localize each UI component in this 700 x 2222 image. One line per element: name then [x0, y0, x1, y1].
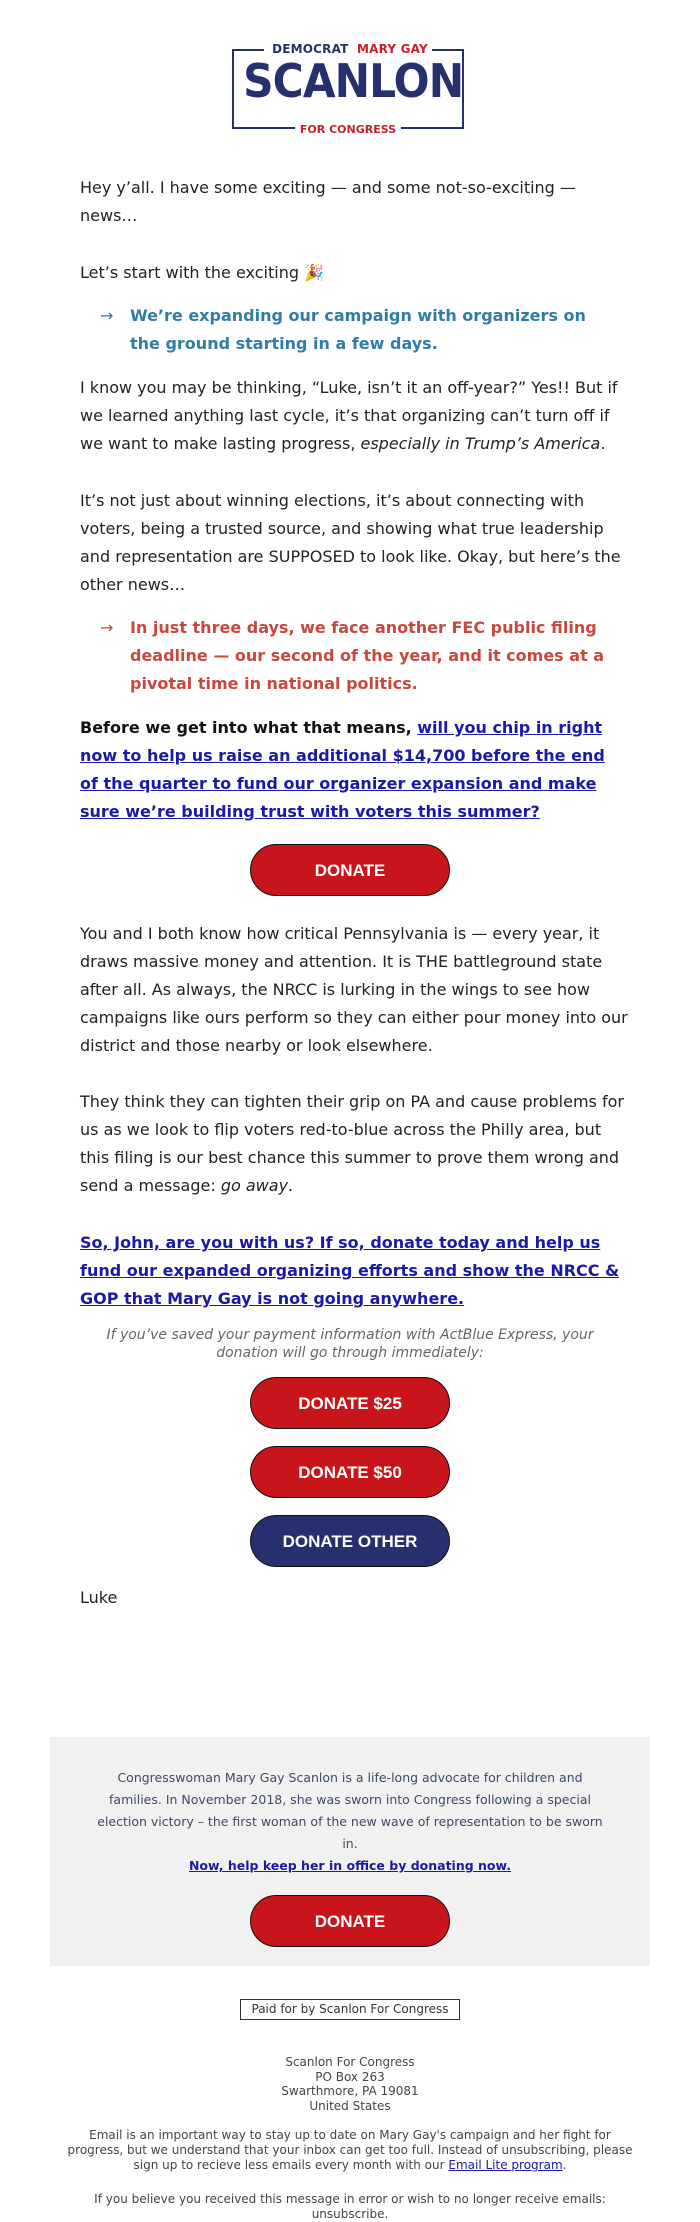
address-line: Scanlon For Congress [285, 2055, 415, 2069]
chip-in-ask: Before we get into what that means, will you chip in right now to help us raise an additional $14,700 before the end of the quarter to fund our organizer expansion and make sure we’re building trust with voters this summer? [80, 718, 605, 821]
callout-expanding [100, 302, 620, 358]
tighten-grip-paragraph: They think they can tighten their grip on PA and cause problems for us as we look to flip voters red-to-blue across the Philly area, but this filing is our best chance this summer to prove them wrong and send a message: go away. [80, 1092, 624, 1195]
exciting-paragraph: Let’s start with the exciting 🎉 [80, 263, 324, 282]
are-you-with-us-ask [80, 1229, 628, 1313]
logo-name: SCANLON [243, 54, 464, 108]
signature: Luke [80, 1588, 118, 1607]
arrow-icon: → [100, 306, 114, 325]
logo-bottom: FOR CONGRESS [295, 123, 401, 136]
footer-donate-button[interactable]: DONATE [250, 1895, 450, 1947]
off-year-paragraph: I know you may be thinking, “Luke, isn’t it an off-year?” Yes!! But if we learned anything last cycle, it’s that organizing can’t turn off if we want to make lasting progress, especially in Trump’s America. [80, 378, 618, 453]
pennsylvania-paragraph: You and I both know how critical Pennsylvania is — every year, it draws massive money and attention. It is THE battleground state after all. As always, the NRCC is lurking in the wings to see how campaigns like ours perform so they can either pour money into our district and those nearby or look elsewhere. [80, 924, 628, 1055]
mailing-address [150, 2055, 550, 2113]
unsubscribe-link[interactable]: unsubscribe. [311, 2207, 389, 2221]
are-you-with-us-link[interactable]: So, John, are you with us? If so, donate today and help us fund our expanded organizing efforts and show the NRCC & GOP that Mary Gay is not going anywhere. [80, 1233, 620, 1308]
arrow-icon: → [100, 618, 114, 637]
actblue-express-note: If you’ve saved your payment information with ActBlue Express, your donation will go through immediately: [106, 1327, 594, 1361]
callout-fec-deadline [100, 614, 620, 698]
callout-expanding-text: We’re expanding our campaign with organizers on the ground starting in a few days. [130, 306, 586, 353]
donate-50-button[interactable]: DONATE $50 [250, 1446, 450, 1498]
address-line: Swarthmore, PA 19081 [281, 2084, 419, 2098]
logo-top-prefix: DEMOCRAT [268, 42, 353, 56]
unsubscribe-note: If you believe you received this message in error or wish to no longer receive emails: unsubscribe. [94, 2192, 606, 2221]
footer-bio: Congresswoman Mary Gay Scanlon is a life-long advocate for children and families. In November 2018, she was sworn into Congress following a special election victory – the first woman of the new wave of representation to be sworn in. [97, 1770, 603, 1851]
campaign-logo [232, 42, 464, 136]
donate-other-button[interactable]: DONATE OTHER [250, 1515, 450, 1567]
chip-in-link[interactable]: will you chip in right now to help us raise an additional $14,700 before the end of the quarter to fund our organizer expansion and make sure we’re building trust with voters this summer? [80, 718, 605, 821]
intro-paragraph: Hey y’all. I have some exciting — and some not-so-exciting — news… [80, 178, 576, 225]
logo-top-red: MARY GAY [356, 42, 428, 56]
donate-25-button[interactable]: DONATE $25 [250, 1377, 450, 1429]
donate-button[interactable]: DONATE [250, 844, 450, 896]
address-line: PO Box 263 [315, 2069, 385, 2084]
keep-her-in-office-link[interactable]: Now, help keep her in office by donating now. [188, 1858, 512, 1873]
email-lite-link[interactable]: Email Lite program [448, 2158, 563, 2172]
paid-for-disclaimer: Paid for by Scanlon For Congress [240, 1999, 460, 2020]
winning-elections-paragraph: It’s not just about winning elections, it’s about connecting with voters, being a trusted source, and showing what true leadership and representation are SUPPOSED to look like. Okay, but here’s the other news… [80, 491, 621, 594]
callout-fec-text: In just three days, we face another FEC public filing deadline — our second of the year, and it comes at a pivotal time in national politics. [130, 618, 605, 693]
email-lite-note: Email is an important way to stay up to date on Mary Gay's campaign and her fight for progress, but we understand that your inbox can get too full. Instead of unsubscribing, please sign up to recieve less emails every month with our Email Lite program. [67, 2128, 633, 2172]
address-line: United States [309, 2098, 391, 2113]
